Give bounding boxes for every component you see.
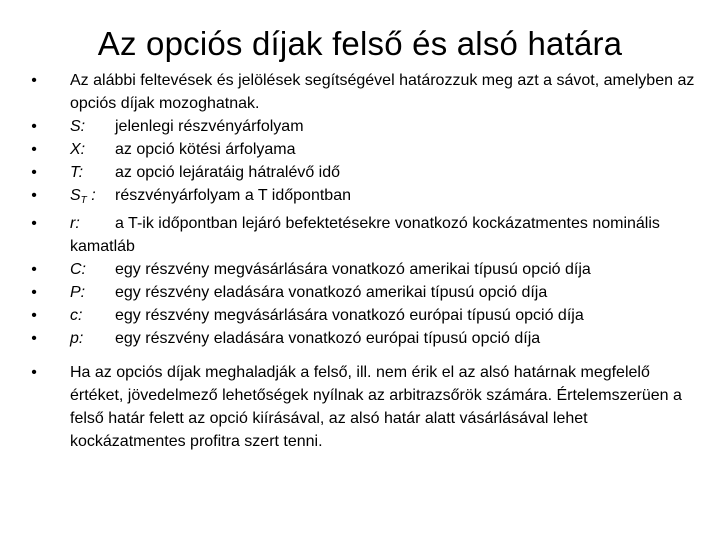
definition-text: részvényárfolyam a T időpontban — [115, 187, 351, 204]
definition-symbol: P: — [70, 284, 86, 301]
intro-text: Az alábbi feltevések és jelölések segítségével határozzuk meg azt a sávot, amelyben az opciós díjak mozoghatnak. — [70, 72, 695, 112]
definition-item — [27, 281, 707, 304]
bullet-dot-icon: • — [31, 118, 37, 135]
definition-text: az opció lejáratáig hátralévő idő — [115, 164, 341, 181]
definition-symbol: X: — [70, 141, 86, 158]
bullet-dot-icon: • — [31, 215, 37, 232]
bullet-dot-icon: • — [31, 72, 37, 89]
bullet-dot-icon: • — [31, 364, 37, 381]
bullet-dot-icon: • — [31, 164, 37, 181]
slide-title: Az opciós díjak felső és alsó határa — [97, 25, 623, 62]
bullet-conclusion — [27, 361, 707, 453]
definition-text: jelenlegi részvényárfolyam — [115, 118, 304, 135]
definition-text: a T-ik időpontban lejáró befektetésekre vonatkozó kockázatmentes nominális kamatláb — [70, 215, 660, 255]
bullet-dot-icon: • — [31, 261, 37, 278]
symbol-base: S — [70, 187, 81, 204]
bullet-list — [27, 69, 707, 453]
definition-symbol — [70, 184, 115, 212]
definition-symbol: r: — [70, 215, 80, 232]
definition-text: az opció kötési árfolyama — [115, 141, 296, 158]
definition-symbol: T: — [70, 164, 84, 181]
bullet-intro — [27, 69, 707, 115]
definition-text: egy részvény megvásárlására vonatkozó amerikai típusú opció díja — [115, 261, 591, 278]
definition-text: egy részvény eladására vonatkozó amerikai típusú opció díja — [115, 284, 548, 301]
definition-symbol: S: — [70, 118, 86, 135]
definition-item — [27, 161, 707, 184]
conclusion-text: Ha az opciós díjak meghaladják a felső, ill. nem érik el az alsó határnak megfelelő értéket, jövedelmező lehetőségek nyílnak az arbitrazsőrök számára. Értelemszerüen a felső határ felett az opció kiírásával, az alsó határ alatt vásárlásával lehet kockázatmentes profitra szert tenni. — [70, 364, 682, 450]
bullet-dot-icon: • — [31, 330, 37, 347]
bullet-dot-icon: • — [31, 187, 37, 204]
bullet-dot-icon: • — [31, 284, 37, 301]
definition-symbol: p: — [70, 330, 84, 347]
definition-item — [27, 184, 707, 212]
spacer — [27, 350, 707, 361]
symbol-subscript: T — [80, 195, 87, 206]
bullet-dot-icon: • — [31, 307, 37, 324]
definition-item — [27, 304, 707, 327]
definition-item — [27, 115, 707, 138]
definition-symbol: c: — [70, 307, 83, 324]
definition-item — [27, 258, 707, 281]
bullet-dot-icon: • — [31, 141, 37, 158]
symbol-colon: : — [86, 187, 96, 204]
definition-item — [27, 327, 707, 350]
definition-text: egy részvény megvásárlására vonatkozó európai típusú opció díja — [115, 307, 584, 324]
definition-item — [27, 138, 707, 161]
definition-symbol: C: — [70, 261, 86, 278]
definition-item — [27, 212, 707, 258]
definition-text: egy részvény eladására vonatkozó európai típusú opció díja — [115, 330, 541, 347]
